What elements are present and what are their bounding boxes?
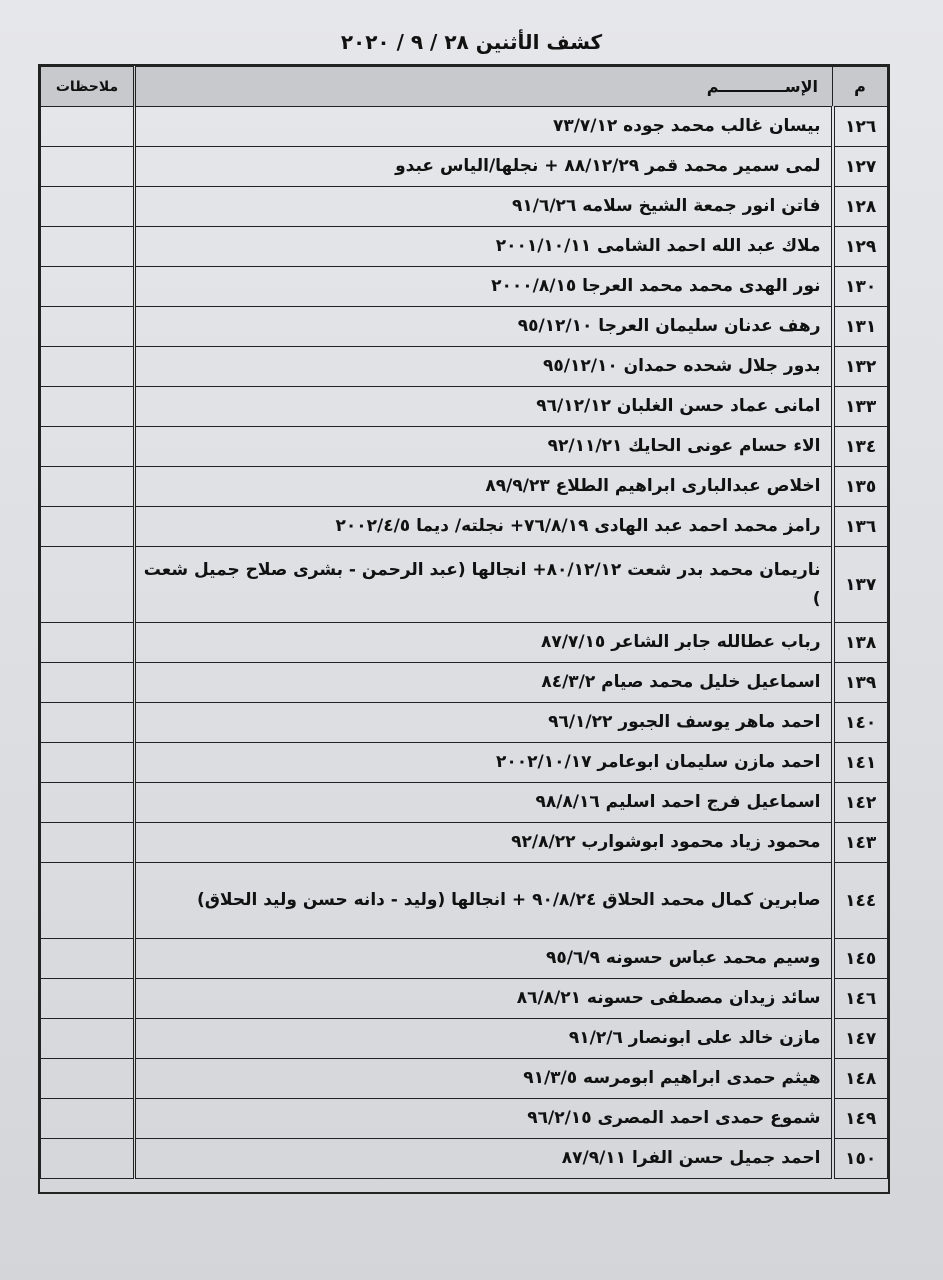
names-table-frame <box>38 64 890 1194</box>
row-number: ١٤٤ <box>833 863 888 939</box>
row-number: ١٣٤ <box>833 427 888 467</box>
row-notes <box>41 939 135 979</box>
row-name: احمد جميل حسن الفرا ٨٧/٩/١١ <box>135 1139 833 1179</box>
row-notes <box>41 979 135 1019</box>
table-row <box>41 387 888 427</box>
row-notes <box>41 267 135 307</box>
row-name: ناريمان محمد بدر شعت ٨٠/١٢/١٢+ انجالها (عبد الرحمن - بشرى صلاح جميل شعت ) <box>135 547 833 623</box>
table-row <box>41 863 888 939</box>
row-notes <box>41 547 135 623</box>
table-row <box>41 703 888 743</box>
row-number: ١٣٦ <box>833 507 888 547</box>
table-row <box>41 347 888 387</box>
row-number: ١٣٥ <box>833 467 888 507</box>
row-name: لمى سمير محمد قمر ٨٨/١٢/٢٩ + نجلها/الياس عبدو <box>135 147 833 187</box>
row-name: اخلاص عبدالبارى ابراهيم الطلاع ٨٩/٩/٢٣ <box>135 467 833 507</box>
page-title: كشف الأثنين ٢٨ / ٩ / ٢٠٢٠ <box>340 30 603 54</box>
row-number: ١٢٦ <box>833 107 888 147</box>
table-header-row <box>41 67 888 107</box>
row-notes <box>41 347 135 387</box>
row-notes <box>41 187 135 227</box>
row-name: رباب عطالله جابر الشاعر ٨٧/٧/١٥ <box>135 623 833 663</box>
row-number: ١٤٢ <box>833 783 888 823</box>
row-number: ١٣٨ <box>833 623 888 663</box>
table-row <box>41 1059 888 1099</box>
row-name: رهف عدنان سليمان العرجا ٩٥/١٢/١٠ <box>135 307 833 347</box>
row-number: ١٤٧ <box>833 1019 888 1059</box>
row-name: صابرين كمال محمد الحلاق ٩٠/٨/٢٤ + انجالها (وليد - دانه حسن وليد الحلاق) <box>135 863 833 939</box>
table-row <box>41 783 888 823</box>
row-notes <box>41 783 135 823</box>
table-row <box>41 147 888 187</box>
row-notes <box>41 743 135 783</box>
row-notes <box>41 387 135 427</box>
row-number: ١٣٢ <box>833 347 888 387</box>
table-row <box>41 547 888 623</box>
row-number: ١٤٨ <box>833 1059 888 1099</box>
row-notes <box>41 863 135 939</box>
row-name: احمد مازن سليمان ابوعامر ٢٠٠٢/١٠/١٧ <box>135 743 833 783</box>
row-number: ١٣٧ <box>833 547 888 623</box>
row-name: رامز محمد احمد عبد الهادى ٧٦/٨/١٩+ نجلته/ ديما ٢٠٠٢/٤/٥ <box>135 507 833 547</box>
table-row <box>41 1019 888 1059</box>
table-row <box>41 307 888 347</box>
row-number: ١٤٣ <box>833 823 888 863</box>
row-number: ١٣٣ <box>833 387 888 427</box>
table-row <box>41 623 888 663</box>
row-notes <box>41 1139 135 1179</box>
row-notes <box>41 467 135 507</box>
row-notes <box>41 227 135 267</box>
row-notes <box>41 427 135 467</box>
row-name: احمد ماهر يوسف الجبور ٩٦/١/٢٢ <box>135 703 833 743</box>
row-notes <box>41 307 135 347</box>
row-number: ١٤٩ <box>833 1099 888 1139</box>
row-number: ١٢٨ <box>833 187 888 227</box>
row-number: ١٤٠ <box>833 703 888 743</box>
row-notes <box>41 1099 135 1139</box>
table-row <box>41 267 888 307</box>
row-notes <box>41 623 135 663</box>
row-notes <box>41 507 135 547</box>
row-notes <box>41 1019 135 1059</box>
table-row <box>41 507 888 547</box>
table-row <box>41 823 888 863</box>
table-row <box>41 663 888 703</box>
table-row <box>41 187 888 227</box>
row-number: ١٢٩ <box>833 227 888 267</box>
row-notes <box>41 1059 135 1099</box>
row-number: ١٣٠ <box>833 267 888 307</box>
row-name: الاء حسام عونى الحايك ٩٢/١١/٢١ <box>135 427 833 467</box>
row-number: ١٤٦ <box>833 979 888 1019</box>
row-name: ملاك عبد الله احمد الشامى ٢٠٠١/١٠/١١ <box>135 227 833 267</box>
row-number: ١٢٧ <box>833 147 888 187</box>
row-name: اسماعيل خليل محمد صيام ٨٤/٣/٢ <box>135 663 833 703</box>
table-row <box>41 107 888 147</box>
row-notes <box>41 147 135 187</box>
column-header-name: الإســــــــــــم <box>135 67 833 107</box>
row-name: فاتن انور جمعة الشيخ سلامه ٩١/٦/٢٦ <box>135 187 833 227</box>
row-name: محمود زياد محمود ابوشوارب ٩٢/٨/٢٢ <box>135 823 833 863</box>
row-name: بيسان غالب محمد جوده ٧٣/٧/١٢ <box>135 107 833 147</box>
table-row <box>41 427 888 467</box>
row-number: ١٤١ <box>833 743 888 783</box>
row-name: وسيم محمد عباس حسونه ٩٥/٦/٩ <box>135 939 833 979</box>
row-name: مازن خالد على ابونصار ٩١/٢/٦ <box>135 1019 833 1059</box>
table-row <box>41 467 888 507</box>
row-number: ١٤٥ <box>833 939 888 979</box>
row-name: نور الهدى محمد محمد العرجا ٢٠٠٠/٨/١٥ <box>135 267 833 307</box>
row-notes <box>41 107 135 147</box>
row-number: ١٥٠ <box>833 1139 888 1179</box>
names-table <box>40 66 888 1179</box>
table-row <box>41 979 888 1019</box>
table-row <box>41 1139 888 1179</box>
row-name: اسماعيل فرج احمد اسليم ٩٨/٨/١٦ <box>135 783 833 823</box>
table-row <box>41 939 888 979</box>
table-row <box>41 1099 888 1139</box>
row-name: سائد زيدان مصطفى حسونه ٨٦/٨/٢١ <box>135 979 833 1019</box>
row-number: ١٣١ <box>833 307 888 347</box>
row-name: امانى عماد حسن الغلبان ٩٦/١٢/١٢ <box>135 387 833 427</box>
row-notes <box>41 823 135 863</box>
row-name: شموع حمدى احمد المصرى ٩٦/٢/١٥ <box>135 1099 833 1139</box>
row-name: بدور جلال شحده حمدان ٩٥/١٢/١٠ <box>135 347 833 387</box>
column-header-number: م <box>833 67 888 107</box>
row-number: ١٣٩ <box>833 663 888 703</box>
row-notes <box>41 663 135 703</box>
row-notes <box>41 703 135 743</box>
table-row <box>41 743 888 783</box>
column-header-notes: ملاحظات <box>41 67 135 107</box>
table-row <box>41 227 888 267</box>
row-name: هيثم حمدى ابراهيم ابومرسه ٩١/٣/٥ <box>135 1059 833 1099</box>
